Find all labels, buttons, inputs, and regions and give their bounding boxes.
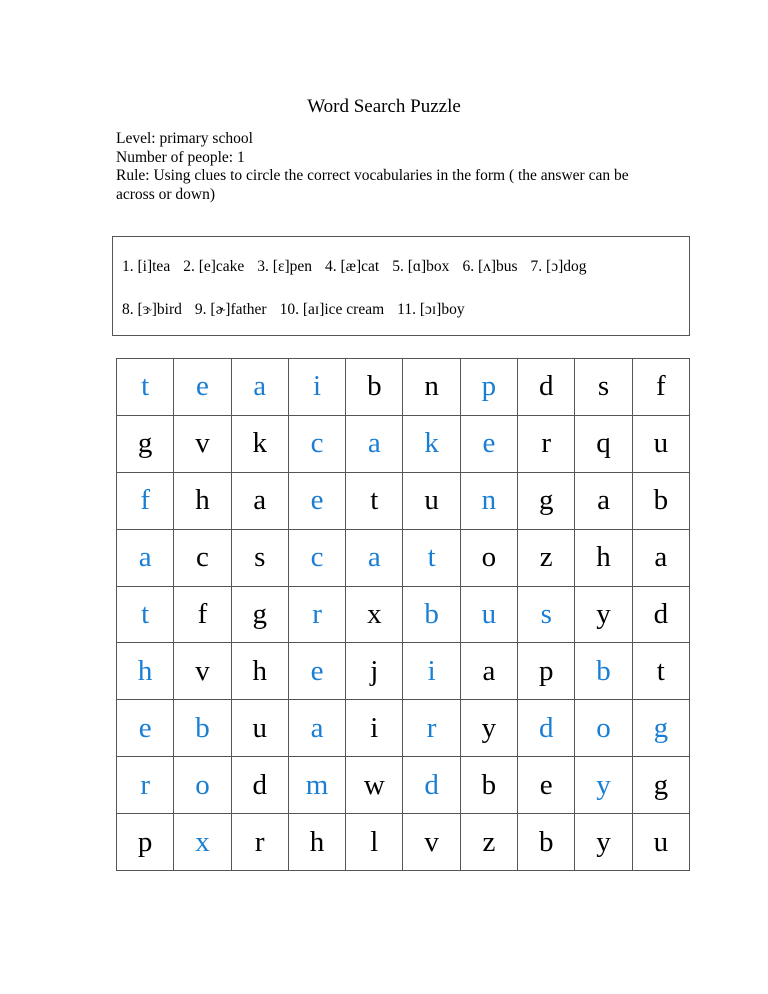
grid-cell[interactable]: e xyxy=(288,472,345,529)
grid-cell[interactable]: c xyxy=(288,529,345,586)
grid-cell[interactable]: p xyxy=(518,643,575,700)
grid-cell[interactable]: b xyxy=(346,359,403,416)
grid-cell[interactable]: q xyxy=(575,415,632,472)
people-text: Number of people: 1 xyxy=(116,148,245,166)
grid-cell[interactable]: e xyxy=(288,643,345,700)
grid-cell[interactable]: i xyxy=(403,643,460,700)
grid-cell[interactable]: r xyxy=(518,415,575,472)
grid-cell[interactable]: b xyxy=(403,586,460,643)
grid-cell[interactable]: z xyxy=(518,529,575,586)
grid-cell[interactable]: u xyxy=(403,472,460,529)
grid-cell[interactable]: d xyxy=(518,359,575,416)
grid-cell[interactable]: y xyxy=(460,700,517,757)
grid-cell[interactable]: d xyxy=(632,586,689,643)
grid-cell[interactable]: r xyxy=(231,814,288,871)
grid-cell[interactable]: s xyxy=(231,529,288,586)
puzzle-info xyxy=(116,130,636,204)
grid-cell[interactable]: a xyxy=(288,700,345,757)
grid-row xyxy=(117,757,690,814)
grid-cell[interactable]: c xyxy=(174,529,231,586)
grid-cell[interactable]: h xyxy=(174,472,231,529)
grid-cell[interactable]: g xyxy=(518,472,575,529)
rule-text: Rule: Using clues to circle the correct vocabularies in the form ( the answer can be across or down) xyxy=(116,167,629,203)
grid-cell[interactable]: e xyxy=(518,757,575,814)
grid-cell[interactable]: o xyxy=(174,757,231,814)
grid-cell[interactable]: j xyxy=(346,643,403,700)
grid-cell[interactable]: n xyxy=(403,359,460,416)
grid-cell[interactable]: e xyxy=(174,359,231,416)
clue-item: 1. [i]tea xyxy=(122,258,171,275)
grid-cell[interactable]: d xyxy=(231,757,288,814)
grid-cell[interactable]: a xyxy=(231,359,288,416)
grid-cell[interactable]: e xyxy=(460,415,517,472)
grid-cell[interactable]: c xyxy=(288,415,345,472)
grid-cell[interactable]: m xyxy=(288,757,345,814)
grid-cell[interactable]: f xyxy=(174,586,231,643)
grid-cell[interactable]: d xyxy=(403,757,460,814)
page-title: Word Search Puzzle xyxy=(307,96,461,117)
grid-cell[interactable]: x xyxy=(174,814,231,871)
grid-cell[interactable]: y xyxy=(575,757,632,814)
clue-item: 5. [ɑ]box xyxy=(392,258,450,275)
grid-cell[interactable]: a xyxy=(346,415,403,472)
grid-cell[interactable]: t xyxy=(403,529,460,586)
grid-row xyxy=(117,643,690,700)
grid-cell[interactable]: u xyxy=(632,814,689,871)
grid-row xyxy=(117,472,690,529)
grid-cell[interactable]: r xyxy=(288,586,345,643)
grid-cell[interactable]: b xyxy=(174,700,231,757)
grid-cell[interactable]: u xyxy=(460,586,517,643)
grid-cell[interactable]: h xyxy=(117,643,174,700)
grid-cell[interactable]: y xyxy=(575,586,632,643)
clue-item: 9. [ɚ]father xyxy=(194,301,267,318)
grid-cell[interactable]: s xyxy=(518,586,575,643)
grid-cell[interactable]: o xyxy=(575,700,632,757)
grid-cell[interactable]: t xyxy=(346,472,403,529)
grid-cell[interactable]: a xyxy=(346,529,403,586)
grid-cell[interactable]: g xyxy=(632,757,689,814)
grid-cell[interactable]: p xyxy=(460,359,517,416)
grid-cell[interactable]: n xyxy=(460,472,517,529)
grid-cell[interactable]: h xyxy=(288,814,345,871)
grid-cell[interactable]: v xyxy=(174,415,231,472)
grid-row xyxy=(117,529,690,586)
grid-cell[interactable]: k xyxy=(231,415,288,472)
grid-cell[interactable]: g xyxy=(117,415,174,472)
grid-cell[interactable]: u xyxy=(231,700,288,757)
grid-cell[interactable]: v xyxy=(403,814,460,871)
grid-row xyxy=(117,415,690,472)
clue-row xyxy=(122,258,600,276)
grid-cell[interactable]: l xyxy=(346,814,403,871)
clue-item: 8. [ɝ]bird xyxy=(122,301,182,318)
grid-row xyxy=(117,814,690,871)
grid-cell[interactable]: a xyxy=(460,643,517,700)
word-search-grid xyxy=(116,358,690,871)
clue-item: 10. [aɪ]ice cream xyxy=(279,301,385,318)
grid-cell[interactable]: a xyxy=(117,529,174,586)
clue-item: 3. [ɛ]pen xyxy=(257,258,313,275)
clue-item: 4. [æ]cat xyxy=(325,258,380,275)
clue-item: 7. [ɔ]dog xyxy=(530,258,587,275)
grid-cell[interactable]: p xyxy=(117,814,174,871)
grid-cell[interactable]: b xyxy=(632,472,689,529)
grid-cell[interactable]: e xyxy=(117,700,174,757)
grid-cell[interactable]: h xyxy=(231,643,288,700)
grid-cell[interactable]: t xyxy=(632,643,689,700)
grid-row xyxy=(117,359,690,416)
clue-item: 2. [e]cake xyxy=(183,258,245,275)
grid-cell[interactable]: i xyxy=(288,359,345,416)
grid-cell[interactable]: y xyxy=(575,814,632,871)
grid-cell[interactable]: b xyxy=(518,814,575,871)
grid-cell[interactable]: r xyxy=(403,700,460,757)
grid-cell[interactable]: x xyxy=(346,586,403,643)
grid-cell[interactable]: r xyxy=(117,757,174,814)
grid-cell[interactable]: o xyxy=(460,529,517,586)
grid-cell[interactable]: b xyxy=(575,643,632,700)
grid-cell[interactable]: h xyxy=(575,529,632,586)
grid-cell[interactable]: v xyxy=(174,643,231,700)
grid-cell[interactable]: u xyxy=(632,415,689,472)
grid-row xyxy=(117,700,690,757)
grid-cell[interactable]: z xyxy=(460,814,517,871)
grid-cell[interactable]: i xyxy=(346,700,403,757)
grid-cell[interactable]: a xyxy=(575,472,632,529)
grid-cell[interactable]: b xyxy=(460,757,517,814)
grid-cell[interactable]: f xyxy=(117,472,174,529)
clue-item: 11. [ɔɪ]boy xyxy=(397,301,465,318)
grid-cell[interactable]: t xyxy=(117,586,174,643)
grid-cell[interactable]: g xyxy=(632,700,689,757)
clue-box xyxy=(112,236,690,336)
grid-cell[interactable]: s xyxy=(575,359,632,416)
level-text: Level: primary school xyxy=(116,130,253,147)
clue-row xyxy=(122,301,478,319)
grid-cell[interactable]: f xyxy=(632,359,689,416)
grid-cell[interactable]: a xyxy=(632,529,689,586)
clue-item: 6. [ʌ]bus xyxy=(462,258,518,275)
grid-cell[interactable]: g xyxy=(231,586,288,643)
grid-cell[interactable]: d xyxy=(518,700,575,757)
grid-row xyxy=(117,586,690,643)
grid-cell[interactable]: a xyxy=(231,472,288,529)
grid-cell[interactable]: k xyxy=(403,415,460,472)
grid-cell[interactable]: t xyxy=(117,359,174,416)
grid-cell[interactable]: w xyxy=(346,757,403,814)
